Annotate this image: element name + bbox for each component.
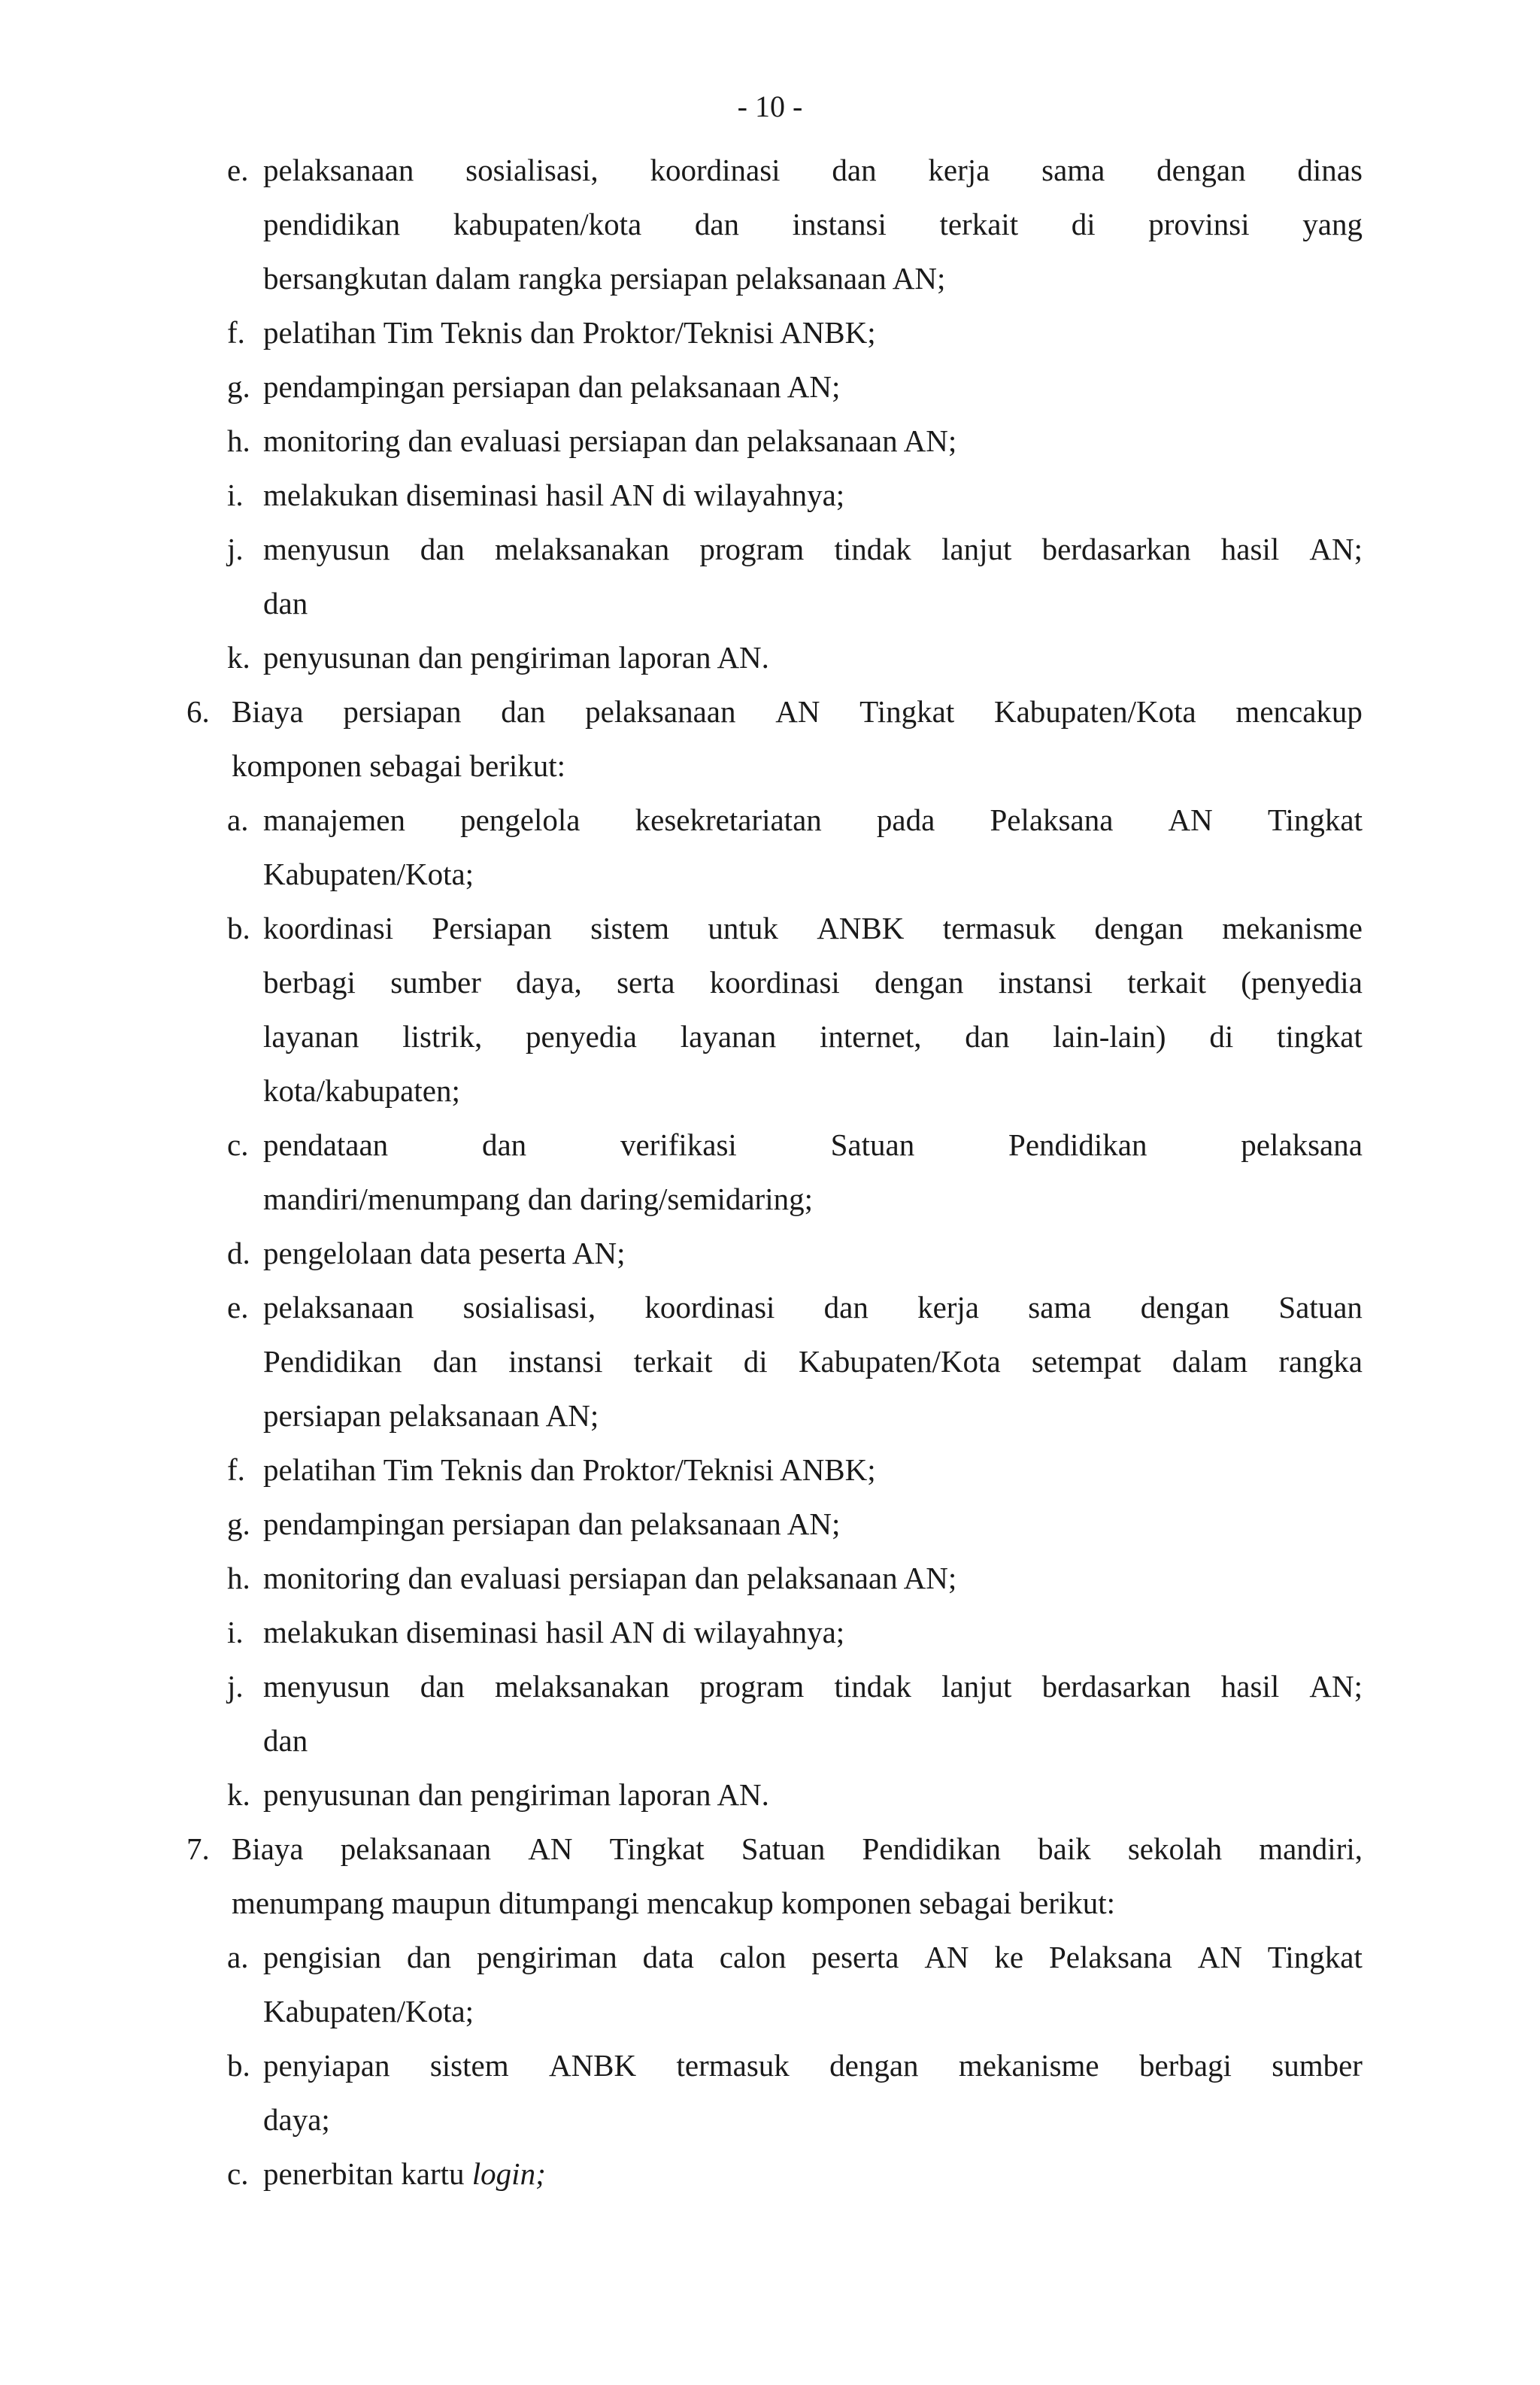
section6-item-line: pendataan dan verifikasi Satuan Pendidikan pelaksana (263, 1127, 1363, 1162)
section6-item-marker: c. (227, 1127, 249, 1162)
section7-item-marker: c. (227, 2156, 249, 2191)
section7-intro-line (232, 1888, 1115, 1919)
section6-item-line: koordinasi Persiapan sistem untuk ANBK termasuk dengan mekanisme (263, 911, 1363, 945)
section6-item-line-text: Kabupaten/Kota; (263, 857, 474, 891)
section5-item-marker: h. (227, 423, 250, 458)
section5-item-line-text: bersangkutan dalam rangka persiapan pelaksanaan AN; (263, 261, 946, 296)
section5-item-line (263, 480, 844, 511)
section6-item-marker: i. (227, 1615, 244, 1649)
section7-item-line (263, 1996, 474, 2027)
section6-intro-line-text: komponen sebagai berikut: (232, 748, 566, 783)
section6-item-line-text: melakukan diseminasi hasil AN di wilayahnya; (263, 1615, 845, 1649)
section7-item-line: pengisian dan pengiriman data calon peserta AN ke Pelaksana AN Tingkat (263, 1940, 1363, 1974)
section5-item-line: menyusun dan melaksanakan program tindak lanjut berdasarkan hasil AN; (263, 532, 1363, 566)
section7-item-line (263, 2104, 330, 2135)
section5-item-line (263, 317, 876, 348)
section5-item-line (263, 642, 769, 673)
section6-item-line (263, 1400, 599, 1431)
section5-item-line (263, 588, 308, 619)
section6-item-line-text: monitoring dan evaluasi persiapan dan pelaksanaan AN; (263, 1561, 957, 1595)
section6-item-marker: g. (227, 1507, 250, 1541)
section5-item-line-text: penyusunan dan pengiriman laporan AN. (263, 640, 769, 675)
section6-item-marker: f. (227, 1452, 245, 1487)
section5-item-marker: k. (227, 640, 250, 675)
section5-item-line (263, 369, 841, 404)
section6-item-line (263, 1617, 844, 1648)
section6-number: 6. (186, 694, 210, 729)
section6-item-line-text: kota/kabupaten; (263, 1073, 460, 1108)
section7-item-line-italic-term: login; (471, 2156, 546, 2191)
section6-item-line: berbagi sumber daya, serta koordinasi dengan instansi terkait (penyedia (263, 965, 1363, 1000)
section7-intro-line-text: menumpang maupun ditumpangi mencakup komponen sebagai berikut: (232, 1886, 1116, 1920)
section7-intro-line: Biaya pelaksanaan AN Tingkat Satuan Pendidikan baik sekolah mandiri, (232, 1831, 1363, 1866)
section6-item-line (263, 859, 474, 890)
section6-item-line: Pendidikan dan instansi terkait di Kabupaten/Kota setempat dalam rangka (263, 1344, 1363, 1379)
section5-item-marker: e. (227, 153, 249, 187)
section6-item-marker: k. (227, 1777, 250, 1812)
section7-item-line-text: daya; (263, 2102, 330, 2137)
section6-item-line-text: pelatihan Tim Teknis dan Proktor/Teknisi ANBK; (263, 1452, 876, 1487)
section6-item-line (263, 1073, 460, 1108)
section5-item-line: pendidikan kabupaten/kota dan instansi terkait di provinsi yang (263, 207, 1363, 241)
section5-item-line (263, 423, 957, 458)
section6-item-line: manajemen pengelola kesekretariatan pada Pelaksana AN Tingkat (263, 803, 1363, 837)
section7-item-line: penyiapan sistem ANBK termasuk dengan mekanisme berbagi sumber (263, 2048, 1363, 2083)
section6-item-line (263, 1452, 876, 1487)
section6-intro-line (232, 748, 566, 783)
section5-item-line-text: melakukan diseminasi hasil AN di wilayahnya; (263, 478, 845, 512)
section6-item-marker: d. (227, 1236, 250, 1270)
section7-item-line (263, 2156, 546, 2191)
section7-item-line-text: Kabupaten/Kota; (263, 1994, 474, 2028)
section5-item-marker: i. (227, 478, 244, 512)
section6-item-line-text: pengelolaan data peserta AN; (263, 1236, 626, 1270)
section5-item-line-text: pendampingan persiapan dan pelaksanaan AN; (263, 369, 841, 404)
section7-item-marker: a. (227, 1940, 249, 1974)
section5-item-line: pelaksanaan sosialisasi, koordinasi dan kerja sama dengan dinas (263, 153, 1363, 187)
section6-item-line-text: pendampingan persiapan dan pelaksanaan AN; (263, 1507, 841, 1541)
section5-item-marker: g. (227, 369, 250, 404)
section6-item-line (263, 1238, 626, 1269)
section6-intro-line: Biaya persiapan dan pelaksanaan AN Tingkat Kabupaten/Kota mencakup (232, 694, 1363, 729)
section7-item-marker: b. (227, 2048, 250, 2083)
section6-item-line-text: persiapan pelaksanaan AN; (263, 1398, 599, 1433)
section6-item-marker: a. (227, 803, 249, 837)
section5-item-line-text: monitoring dan evaluasi persiapan dan pelaksanaan AN; (263, 423, 957, 458)
section6-item-marker: j. (227, 1669, 244, 1704)
section6-item-line: layanan listrik, penyedia layanan internet, dan lain-lain) di tingkat (263, 1019, 1363, 1054)
section6-item-line (263, 1509, 840, 1540)
page-number: - 10 - (737, 90, 803, 123)
section6-item-marker: b. (227, 911, 250, 945)
section5-item-line (263, 263, 945, 294)
section5-item-line-text: pelatihan Tim Teknis dan Proktor/Teknisi ANBK; (263, 315, 876, 350)
section5-item-marker: f. (227, 315, 245, 350)
section6-item-line: menyusun dan melaksanakan program tindak lanjut berdasarkan hasil AN; (263, 1669, 1363, 1704)
section6-item-marker: e. (227, 1290, 249, 1324)
section6-item-line-text: dan (263, 1723, 308, 1758)
section7-item-line-text: penerbitan kartu (263, 2156, 465, 2191)
section6-item-line (263, 1777, 769, 1812)
section6-item-line (263, 1184, 813, 1215)
section7-number: 7. (186, 1831, 210, 1866)
section6-item-line (263, 1563, 956, 1594)
section6-item-line (263, 1725, 308, 1756)
section5-item-line-text: dan (263, 586, 308, 621)
section6-item-line-text: mandiri/menumpang dan daring/semidaring; (263, 1182, 813, 1216)
section6-item-line: pelaksanaan sosialisasi, koordinasi dan kerja sama dengan Satuan (263, 1290, 1363, 1324)
section5-item-marker: j. (227, 532, 244, 566)
section6-item-line-text: penyusunan dan pengiriman laporan AN. (263, 1777, 769, 1812)
section6-item-marker: h. (227, 1561, 250, 1595)
